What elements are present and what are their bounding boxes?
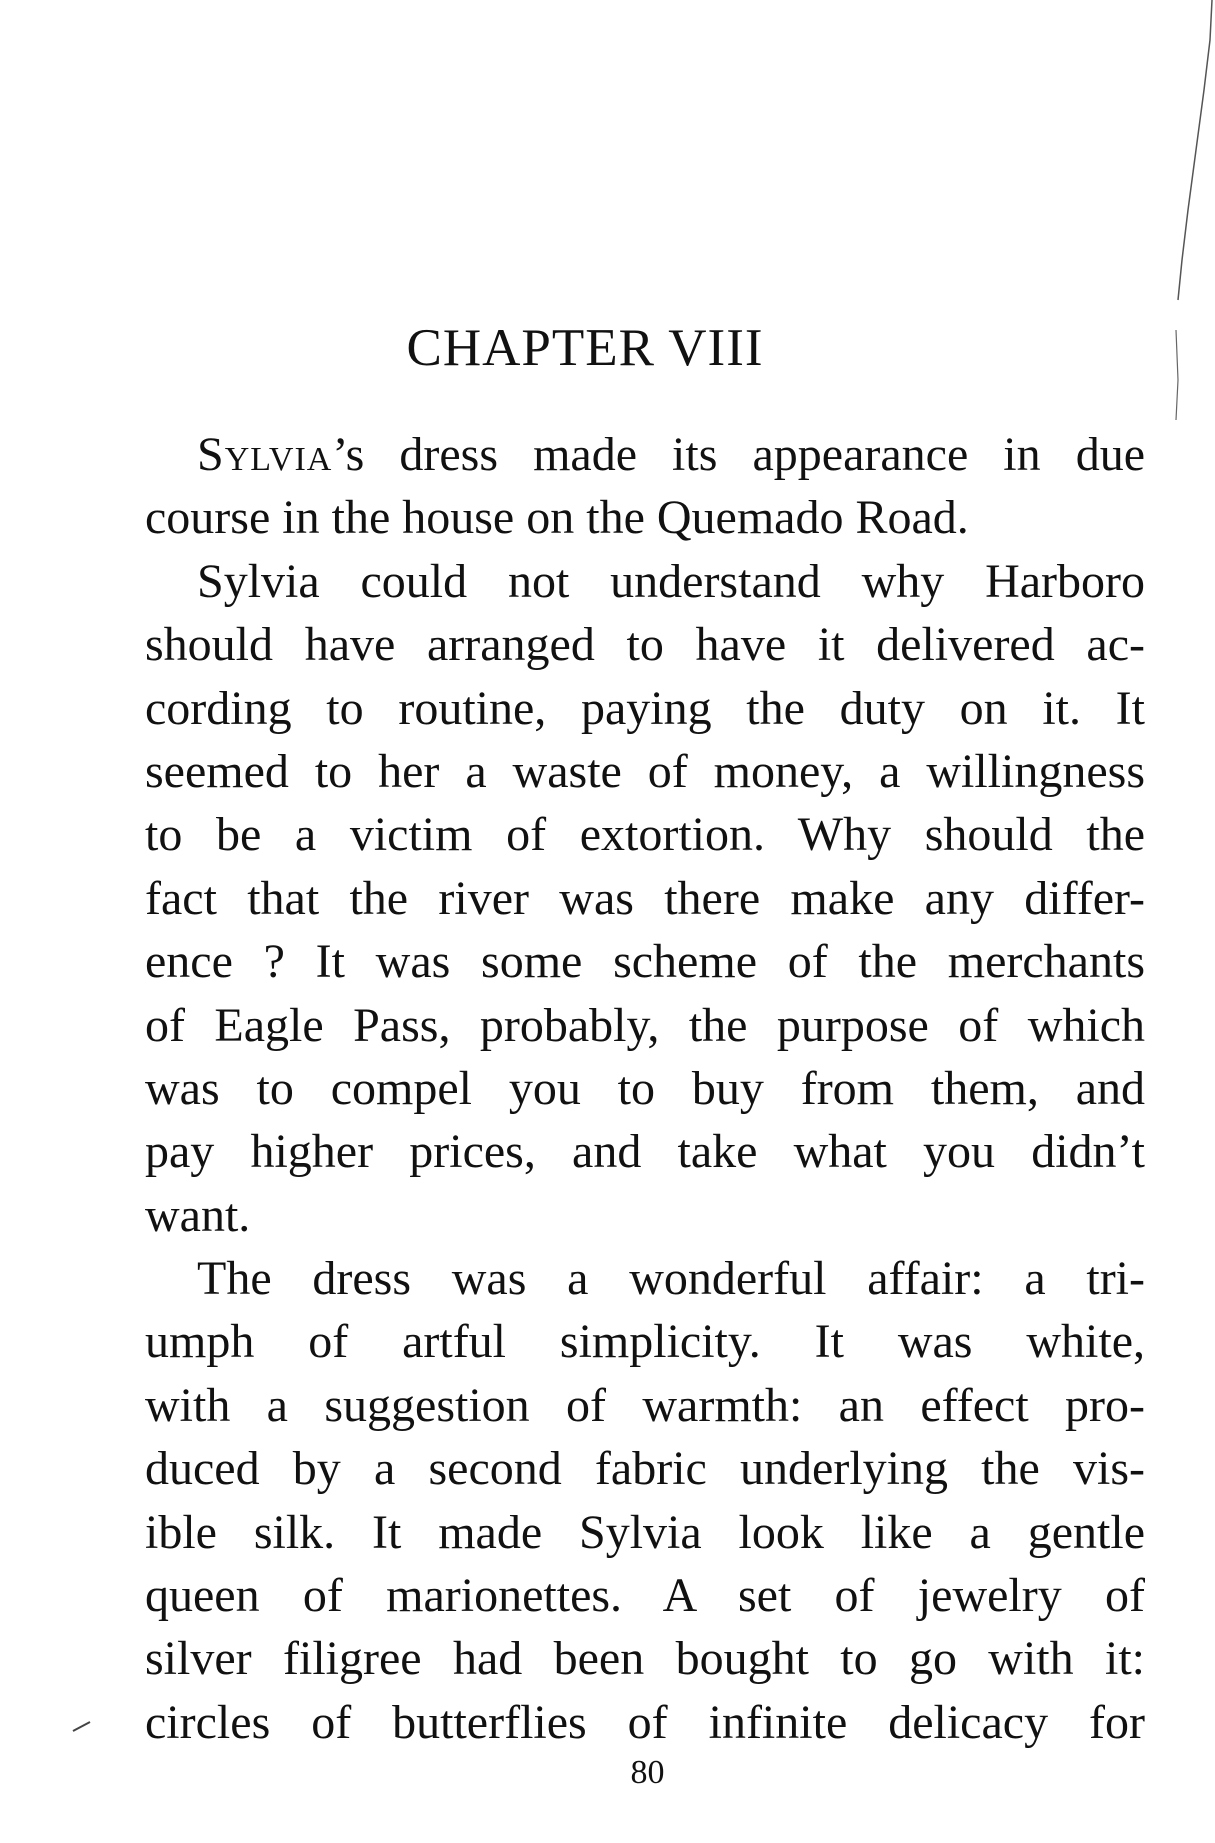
text-line: silver filigree had been bought to go with it:: [145, 1632, 1145, 1686]
text-line: seemed to her a waste of money, a willingness: [145, 744, 1145, 798]
text-line: [145, 423, 1145, 486]
text-line: was to compel you to buy from them, and: [145, 1061, 1145, 1115]
text-line: want.: [145, 1188, 251, 1242]
text-line: to be a victim of extortion. Why should the: [145, 808, 1145, 862]
text-line: should have arranged to have it delivered ac-: [145, 618, 1145, 672]
text-line: ible silk. It made Sylvia look like a gentle: [145, 1505, 1145, 1559]
page-number: 80: [630, 1754, 665, 1791]
scan-crease-mark: [1100, 0, 1215, 470]
small-caps-lead: Sylvia: [197, 428, 333, 481]
text-line: course in the house on the Quemado Road.: [145, 491, 969, 545]
text-line-rest: ’s dress made its appearance in due: [332, 428, 1145, 481]
text-line: pay higher prices, and take what you didn’t: [145, 1125, 1145, 1179]
text-line: circles of butterflies of infinite delicacy for: [145, 1695, 1145, 1749]
text-line: queen of marionettes. A set of jewelry of: [145, 1569, 1145, 1623]
text-line: fact that the river was there make any differ-: [145, 871, 1145, 925]
text-line: The dress was a wonderful affair: a tri-: [197, 1252, 1145, 1306]
scan-speck-mark: [70, 1715, 110, 1735]
text-line: with a suggestion of warmth: an effect pro-: [145, 1378, 1145, 1432]
text-line: cording to routine, paying the duty on it. It: [145, 681, 1145, 735]
chapter-heading: CHAPTER VIII: [406, 319, 764, 377]
text-line: umph of artful simplicity. It was white,: [145, 1315, 1145, 1369]
text-line: duced by a second fabric underlying the vis-: [145, 1442, 1145, 1496]
body-text: [145, 423, 1145, 1754]
text-line: of Eagle Pass, probably, the purpose of which: [145, 998, 1145, 1052]
text-line: Sylvia could not understand why Harboro: [197, 554, 1145, 608]
text-line: ence ? It was some scheme of the merchants: [145, 935, 1145, 989]
